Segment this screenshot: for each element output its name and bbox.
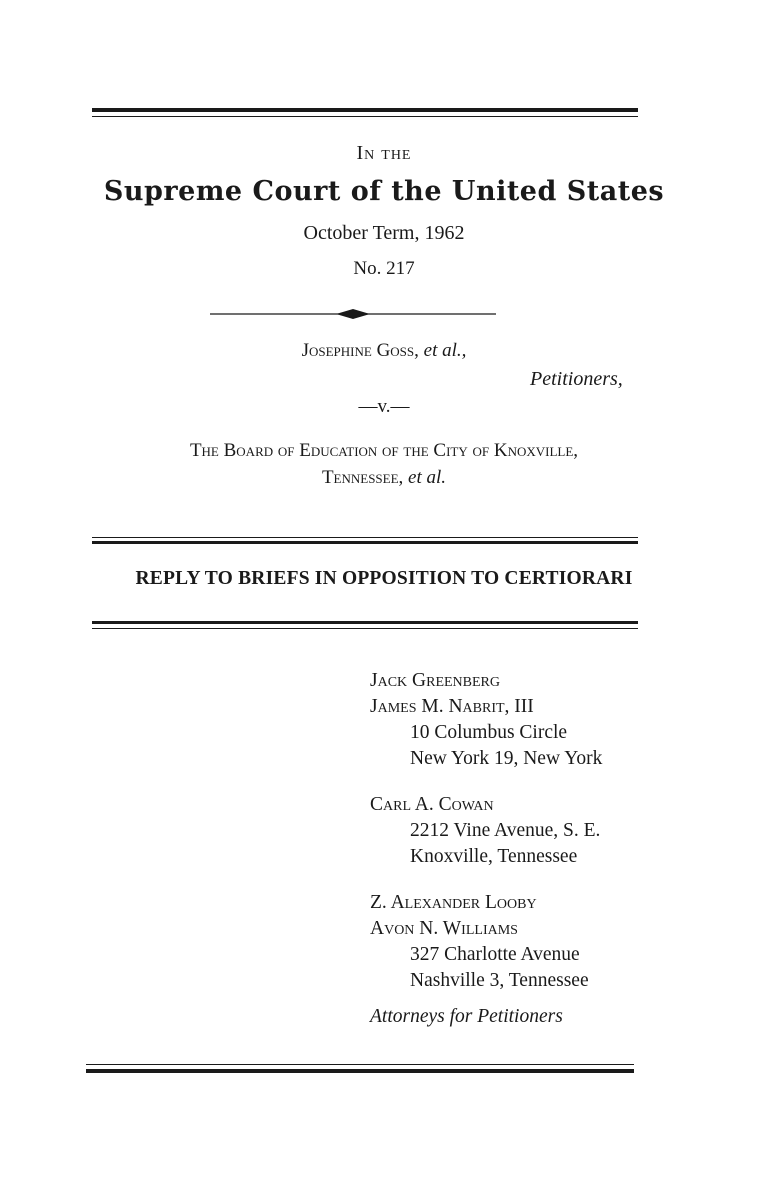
title-upper-thick-rule xyxy=(92,541,638,544)
attorney-address-line: 2212 Vine Avenue, S. E. xyxy=(410,820,601,841)
title-lower-thick-rule xyxy=(92,621,638,624)
attorneys-role: Attorneys for Petitioners xyxy=(370,1006,563,1027)
bottom-thick-rule xyxy=(86,1069,634,1073)
case-number: No. 217 xyxy=(353,258,415,279)
versus-label: —v.— xyxy=(358,396,410,417)
attorney-name: Z. Alexander Looby xyxy=(370,892,537,913)
attorney-name: Carl A. Cowan xyxy=(370,794,494,815)
bottom-thin-rule xyxy=(86,1064,634,1065)
attorneys-block xyxy=(370,668,670,1030)
title-upper-thin-rule xyxy=(92,537,638,538)
top-thick-rule xyxy=(92,108,638,112)
respondent-line-2 xyxy=(0,467,768,489)
petitioner-etal: et al., xyxy=(423,340,467,361)
ornamental-diamond-rule xyxy=(210,308,496,320)
title-lower-thin-rule xyxy=(92,628,638,629)
attorney-name: Avon N. Williams xyxy=(370,918,518,939)
court-name: Supreme Court of the United States xyxy=(103,176,665,207)
in-the-label: In the xyxy=(356,142,412,164)
attorney-address-line: 327 Charlotte Avenue xyxy=(410,944,580,965)
top-thin-rule xyxy=(92,116,638,117)
respondent-state: Tennessee, xyxy=(321,467,404,488)
petitioner-line xyxy=(0,340,768,362)
attorney-address-line: Knoxville, Tennessee xyxy=(410,846,578,867)
respondent-line-1: The Board of Education of the City of Knoxville, xyxy=(189,440,579,461)
respondent-etal: et al. xyxy=(408,467,447,488)
term-label: October Term, 1962 xyxy=(303,222,465,244)
attorney-name: Jack Greenberg xyxy=(370,670,500,691)
document-title: REPLY TO BRIEFS IN OPPOSITION TO CERTIORARI xyxy=(135,568,633,589)
attorney-address-line: New York 19, New York xyxy=(410,748,603,769)
attorney-name: James M. Nabrit, III xyxy=(370,696,534,717)
petitioner-name: Josephine Goss, xyxy=(301,340,419,361)
attorney-address-line: 10 Columbus Circle xyxy=(410,722,568,743)
attorney-address-line: Nashville 3, Tennessee xyxy=(410,970,589,991)
petitioner-role: Petitioners, xyxy=(530,368,623,390)
